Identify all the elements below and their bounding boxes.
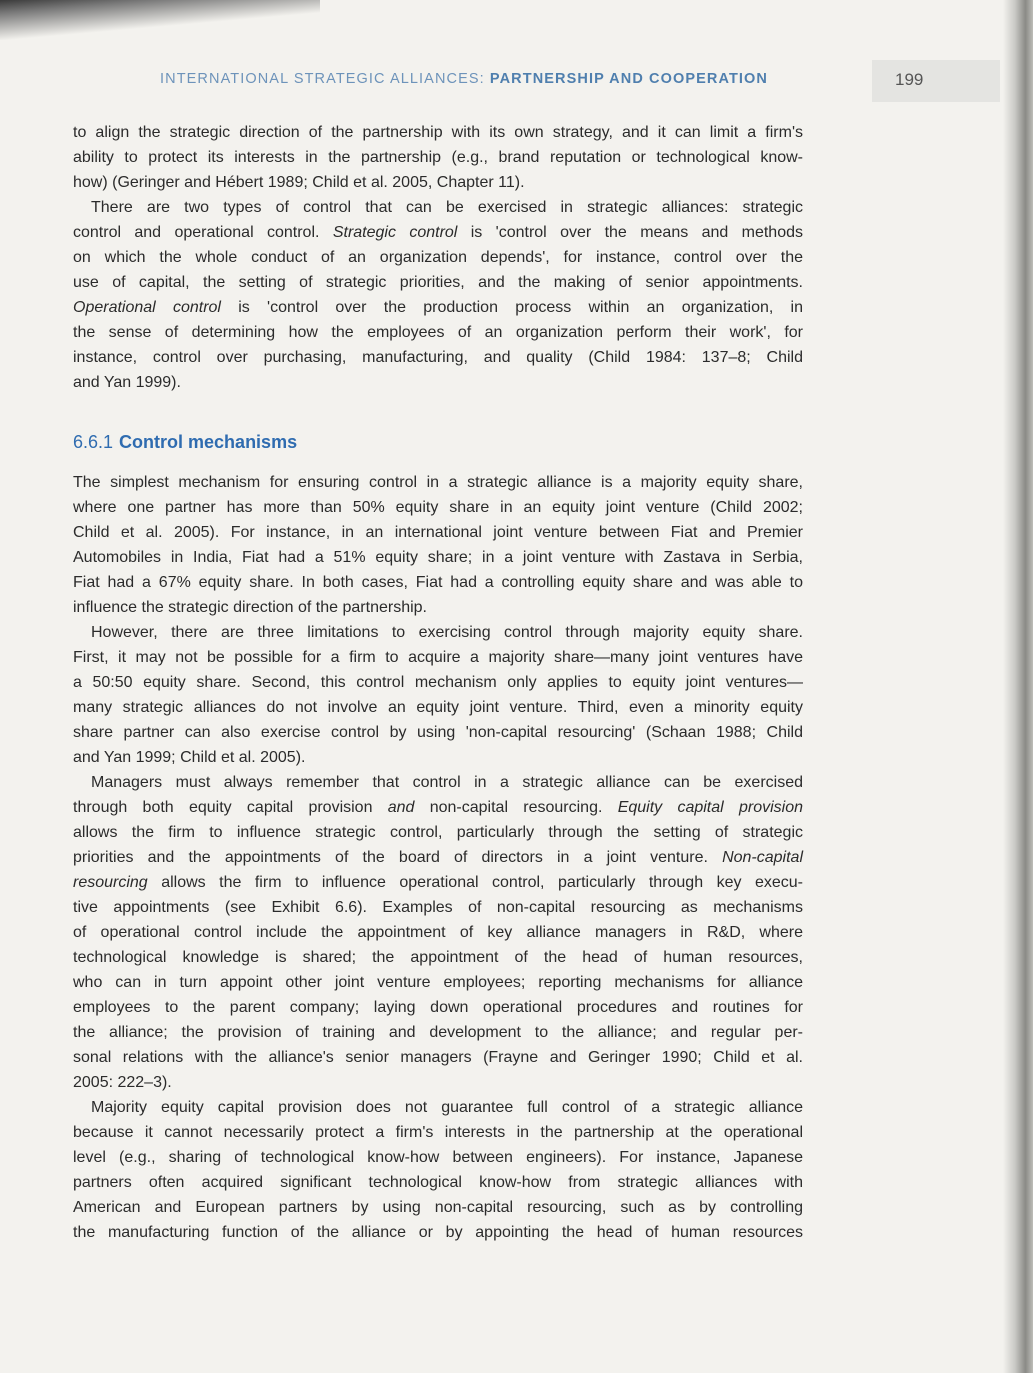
text-segment: the alliance; the provision of training and development to the alliance; and regular per- <box>73 1024 803 1041</box>
text-line <box>73 695 803 720</box>
text-segment: partners often acquired significant technological know-how from strategic alliances with <box>73 1174 803 1191</box>
text-line <box>73 1170 803 1195</box>
text-line <box>73 145 803 170</box>
text-line <box>73 745 803 770</box>
text-line <box>73 220 803 245</box>
text-line <box>73 795 803 820</box>
text-line <box>73 870 803 895</box>
text-line <box>73 620 803 645</box>
text-segment: of operational control include the appointment of key alliance managers in R&D, where <box>73 924 803 941</box>
text-line <box>73 270 803 295</box>
text-segment: how) (Geringer and Hébert 1989; Child et al. 2005, Chapter 11). <box>73 174 525 191</box>
text-segment: control and operational control. <box>73 224 333 241</box>
text-segment: allows the firm to influence operational control, particularly through key execu- <box>147 874 803 891</box>
running-head-part2: PARTNERSHIP AND COOPERATION <box>489 71 769 87</box>
body-text-main <box>73 470 803 1245</box>
text-segment: on which the whole conduct of an organization depends', for instance, control over the <box>73 249 803 266</box>
running-head-part1: INTERNATIONAL STRATEGIC ALLIANCES: <box>160 71 490 87</box>
italic-term: Non-capital <box>722 849 803 866</box>
text-segment: First, it may not be possible for a firm to acquire a majority share—many joint ventures have <box>73 649 803 666</box>
text-line <box>73 645 803 670</box>
text-segment: to align the strategic direction of the partnership with its own strategy, and it can limit a firm's <box>73 124 803 141</box>
text-segment: However, there are three limitations to exercising control through majority equity share. <box>91 624 803 641</box>
text-line <box>73 670 803 695</box>
text-segment: allows the firm to influence strategic control, particularly through the setting of strategic <box>73 824 803 841</box>
text-line <box>73 1220 803 1245</box>
text-segment: is 'control over the means and methods <box>457 224 804 241</box>
text-segment: because it cannot necessarily protect a firm's interests in the partnership at the operational <box>73 1124 803 1141</box>
text-line <box>73 920 803 945</box>
text-segment: influence the strategic direction of the partnership. <box>73 599 427 616</box>
text-segment: who can in turn appoint other joint venture employees; reporting mechanisms for alliance <box>73 974 803 991</box>
text-line <box>73 570 803 595</box>
text-segment: non-capital resourcing. <box>414 799 618 816</box>
text-segment: many strategic alliances do not involve an equity joint venture. Third, even a minority equity <box>73 699 803 716</box>
text-line <box>73 820 803 845</box>
text-line <box>73 845 803 870</box>
text-line <box>73 720 803 745</box>
text-segment: the manufacturing function of the alliance or by appointing the head of human resources <box>73 1224 803 1241</box>
text-line <box>73 1020 803 1045</box>
text-segment: level (e.g., sharing of technological know-how between engineers). For instance, Japanese <box>73 1149 803 1166</box>
text-segment: tive appointments (see Exhibit 6.6). Examples of non-capital resourcing as mechanisms <box>73 899 803 916</box>
body-text-top <box>73 120 803 395</box>
text-segment: employees to the parent company; laying down operational procedures and routines for <box>73 999 803 1016</box>
text-line <box>73 595 803 620</box>
page-number-tab <box>872 60 1000 102</box>
text-segment: use of capital, the setting of strategic priorities, and the making of senior appointments. <box>73 274 803 291</box>
text-line <box>73 370 803 395</box>
text-line <box>73 170 803 195</box>
text-line <box>73 345 803 370</box>
text-segment: Fiat had a 67% equity share. In both cases, Fiat had a controlling equity share and was able to <box>73 574 803 591</box>
text-segment: is 'control over the production process within an organization, in <box>221 299 804 316</box>
text-line <box>73 770 803 795</box>
text-line <box>73 1195 803 1220</box>
text-segment: There are two types of control that can be exercised in strategic alliances: strategic <box>91 199 803 216</box>
text-segment: The simplest mechanism for ensuring control in a strategic alliance is a majority equity share, <box>73 474 803 491</box>
text-segment: and Yan 1999; Child et al. 2005). <box>73 749 306 766</box>
text-line <box>73 195 803 220</box>
italic-term: and <box>387 799 415 816</box>
text-line <box>73 120 803 145</box>
text-line <box>73 545 803 570</box>
book-binding-shadow <box>1003 0 1033 1373</box>
text-segment: instance, control over purchasing, manufacturing, and quality (Child 1984: 137–8; Child <box>73 349 803 366</box>
text-line <box>73 495 803 520</box>
text-line <box>73 945 803 970</box>
italic-term: resourcing <box>73 874 148 891</box>
text-line <box>73 295 803 320</box>
text-line <box>73 970 803 995</box>
text-segment: where one partner has more than 50% equity share in an equity joint venture (Child 2002; <box>73 499 803 516</box>
text-segment: a 50:50 equity share. Second, this control mechanism only applies to equity joint ventures— <box>73 674 803 691</box>
text-segment: and Yan 1999). <box>73 374 181 391</box>
page-number: 199 <box>895 70 924 89</box>
running-head <box>160 71 768 87</box>
text-segment: Automobiles in India, Fiat had a 51% equity share; in a joint venture with Zastava in Serbia, <box>73 549 803 566</box>
italic-term: Strategic control <box>332 224 458 241</box>
text-line <box>73 1070 803 1095</box>
text-line <box>73 1045 803 1070</box>
section-title: Control mechanisms <box>119 432 298 452</box>
text-segment: Majority equity capital provision does not guarantee full control of a strategic alliance <box>91 1099 803 1116</box>
text-segment: 2005: 222–3). <box>73 1074 172 1091</box>
text-line <box>73 320 803 345</box>
italic-term: Operational control <box>73 299 221 316</box>
text-line <box>73 1095 803 1120</box>
text-segment: Child et al. 2005). For instance, in an international joint venture between Fiat and Premier <box>73 524 803 541</box>
text-segment: Managers must always remember that control in a strategic alliance can be exercised <box>91 774 803 791</box>
scan-shadow <box>0 0 320 40</box>
text-line <box>73 995 803 1020</box>
text-line <box>73 245 803 270</box>
text-segment: ability to protect its interests in the partnership (e.g., brand reputation or technological know- <box>73 149 803 166</box>
section-number: 6.6.1 <box>73 432 114 452</box>
italic-term: Equity capital provision <box>617 799 803 816</box>
section-heading <box>73 432 297 453</box>
text-line <box>73 1145 803 1170</box>
text-line <box>73 520 803 545</box>
text-segment: share partner can also exercise control by using 'non-capital resourcing' (Schaan 1988; Child <box>73 724 803 741</box>
text-line <box>73 895 803 920</box>
text-segment: through both equity capital provision <box>73 799 388 816</box>
text-line <box>73 1120 803 1145</box>
text-segment: priorities and the appointments of the board of directors in a joint venture. <box>73 849 723 866</box>
text-line <box>73 470 803 495</box>
text-segment: the sense of determining how the employees of an organization perform their work', for <box>73 324 803 341</box>
text-segment: technological knowledge is shared; the appointment of the head of human resources, <box>73 949 803 966</box>
text-segment: American and European partners by using non-capital resourcing, such as by controlling <box>73 1199 803 1216</box>
text-segment: sonal relations with the alliance's senior managers (Frayne and Geringer 1990; Child et al. <box>73 1049 803 1066</box>
